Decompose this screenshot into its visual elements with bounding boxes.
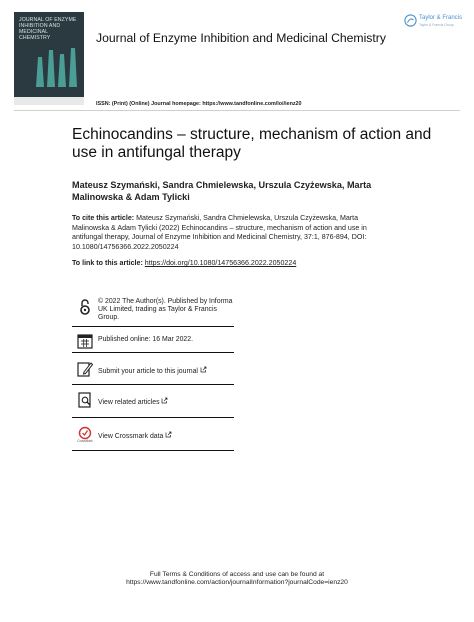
submit-row[interactable] — [72, 360, 234, 380]
footer-terms-link[interactable]: https://www.tandfonline.com/action/journalInformation?journalCode=ienz20 — [126, 579, 348, 586]
submit-label: Submit your article to this journal — [98, 368, 198, 375]
publisher-sub: Taylor & Francis Group — [419, 23, 454, 27]
publisher-icon — [404, 14, 417, 27]
cover-title — [19, 17, 80, 41]
info-divider — [72, 326, 234, 327]
open-access-row — [72, 298, 234, 326]
published-date: Published online: 16 Mar 2022. — [98, 336, 194, 343]
related-articles-icon — [76, 391, 94, 409]
published-row — [72, 332, 234, 350]
crossmark-link[interactable] — [98, 431, 238, 441]
submit-icon — [76, 360, 94, 378]
external-link-icon — [161, 397, 168, 404]
article-link-row — [72, 259, 296, 267]
citation-label: To cite this article: — [72, 214, 135, 222]
calendar-icon — [76, 332, 94, 350]
crossmark-logo-text: CrossMark — [77, 439, 93, 443]
publisher-logo[interactable] — [404, 12, 462, 32]
external-link-icon — [200, 366, 207, 373]
related-link[interactable] — [98, 397, 238, 407]
header-divider — [14, 110, 460, 111]
footer-line: Full Terms & Conditions of access and use can be found at — [149, 571, 325, 578]
submit-link[interactable] — [98, 366, 238, 376]
info-divider — [72, 352, 234, 353]
related-label: View related articles — [98, 399, 160, 406]
article-title: Echinocandins – structure, mechanism of action and use in antifungal therapy — [72, 126, 432, 161]
publisher-name: Taylor & Francis — [419, 15, 463, 21]
citation — [72, 214, 392, 253]
info-divider — [72, 384, 234, 385]
crossmark-icon — [76, 425, 94, 443]
crossmark-row[interactable] — [72, 425, 234, 447]
cover-title-line: MEDICINAL CHEMISTRY — [19, 29, 51, 41]
related-row[interactable] — [72, 391, 234, 413]
journal-cover — [14, 12, 84, 105]
info-divider — [72, 450, 234, 451]
external-link-icon — [165, 431, 172, 438]
info-divider — [72, 417, 234, 418]
doi-link[interactable]: https://doi.org/10.1080/14756366.2022.2050224 — [144, 259, 297, 267]
journal-title: Journal of Enzyme Inhibition and Medicinal Chemistry — [96, 31, 386, 45]
open-access-icon — [76, 298, 94, 316]
link-label: To link to this article: — [72, 259, 143, 267]
article-authors: Mateusz Szymański, Sandra Chmielewska, Urszula Czyżewska, Marta Malinowska & Adam Tylicki — [72, 180, 372, 202]
cover-title-line: INHIBITION AND — [19, 23, 61, 29]
crossmark-label: View Crossmark data — [98, 433, 164, 440]
issn-line[interactable]: ISSN: (Print) (Online) Journal homepage: https://www.tandfonline.com/loi/ienz20 — [96, 101, 302, 107]
footer — [0, 571, 474, 587]
open-access-text: © 2022 The Author(s). Published by Informa UK Limited, trading as Taylor & Francis Group. — [98, 298, 233, 321]
citation-text: Mateusz Szymański, Sandra Chmielewska, Urszula Czyżewska, Marta Malinowska & Adam Tylicki (2022) Echinocandins – structure, mechanism of action and use in antifungal therapy, Journal of Enzyme Inhibition and Medicinal Chemistry, 37:1, 876-894, DOI: 10.1080/14756366.2022.2050224 — [72, 214, 367, 252]
cover-title-line: JOURNAL OF ENZYME — [19, 17, 77, 23]
